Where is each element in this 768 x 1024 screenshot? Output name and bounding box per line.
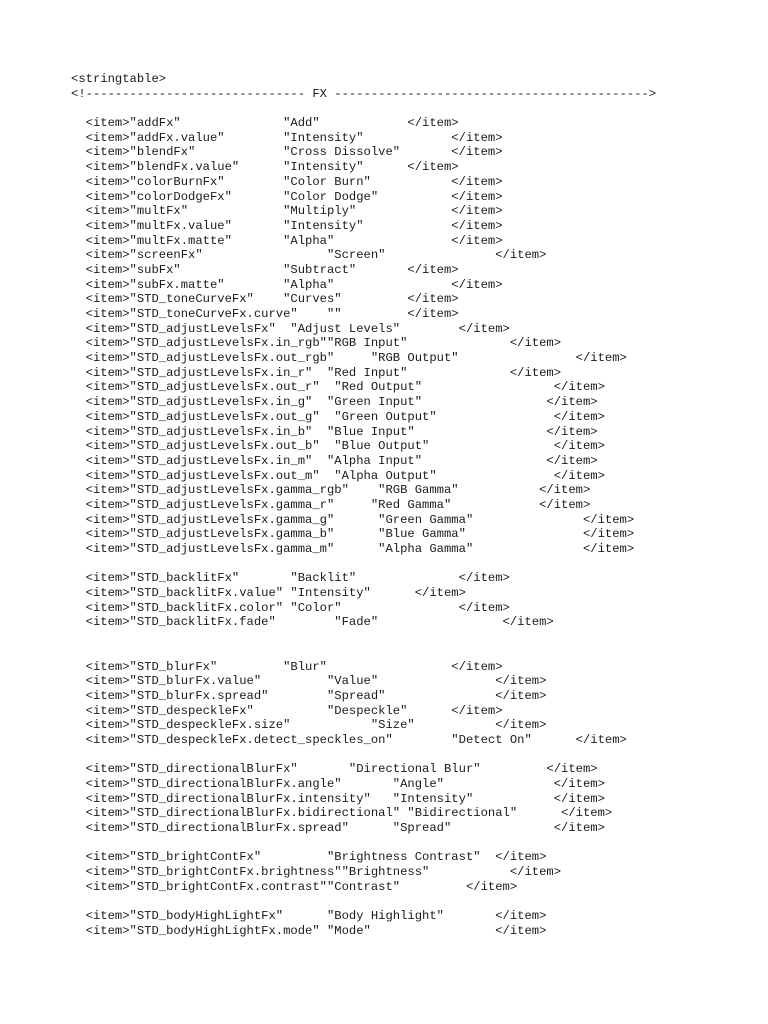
document-line: <item>"multFx" "Multiply" </item> [71, 204, 503, 219]
document-line: <item>"STD_directionalBlurFx" "Directional Blur" </item> [71, 762, 598, 777]
document-line: <item>"STD_brightContFx.contrast""Contrast" </item> [71, 879, 518, 894]
document-line: <item>"blendFx" "Cross Dissolve" </item> [71, 145, 503, 160]
document-line [71, 557, 656, 572]
document-line: <item>"STD_brightContFx.brightness""Brightness" </item> [71, 865, 562, 880]
document-line: <item>"STD_toneCurveFx" "Curves" </item> [71, 292, 459, 307]
document-line [71, 836, 656, 851]
document-line: <item>"STD_directionalBlurFx.bidirectional" "Bidirectional" </item> [71, 806, 613, 821]
document-line: <item>"STD_adjustLevelsFx.in_b" "Blue Input" </item> [71, 424, 598, 439]
document-line: <item>"STD_adjustLevelsFx.gamma_g" "Green Gamma" </item> [71, 512, 635, 527]
document-line: <item>"STD_adjustLevelsFx.out_rgb" "RGB Output" </item> [71, 351, 627, 366]
document-line [71, 101, 656, 116]
document-line: <!------------------------------ FX -------------------------------------------> [71, 86, 657, 101]
document-line: <item>"STD_bodyHighLightFx.mode" "Mode" </item> [71, 923, 547, 938]
document-line: <item>"STD_adjustLevelsFx.gamma_m" "Alpha Gamma" </item> [71, 542, 635, 556]
document-line: <item>"multFx.matte" "Alpha" </item> [71, 233, 503, 248]
document-line [71, 748, 656, 763]
document-line: <item>"colorBurnFx" "Color Burn" </item> [71, 174, 503, 189]
document-line: <item>"STD_directionalBlurFx.intensity" "Intensity" </item> [71, 791, 605, 806]
document-line: <item>"STD_blurFx" "Blur" </item> [71, 659, 503, 674]
document-line: <item>"STD_adjustLevelsFx.gamma_b" "Blue Gamma" </item> [71, 527, 635, 542]
document-line: <item>"STD_adjustLevelsFx.gamma_rgb" "RGB Gamma" </item> [71, 483, 591, 498]
document-line: <item>"STD_bodyHighLightFx" "Body Highlight" </item> [71, 909, 547, 924]
document-line: <item>"STD_adjustLevelsFx.in_g" "Green Input" </item> [71, 395, 598, 410]
document-line: <item>"STD_backlitFx.color" "Color" </item> [71, 600, 510, 615]
document-line: <item>"subFx.matte" "Alpha" </item> [71, 277, 503, 292]
document-line [71, 645, 656, 660]
document-line: <item>"colorDodgeFx" "Color Dodge" </item> [71, 189, 503, 204]
document-line: <item>"STD_adjustLevelsFx" "Adjust Levels" </item> [71, 321, 510, 336]
document-line: <item>"STD_adjustLevelsFx.out_g" "Green Output" </item> [71, 409, 605, 424]
document-line: <item>"STD_blurFx.spread" "Spread" </item> [71, 688, 547, 703]
stringtable-document [71, 72, 656, 939]
document-line: <item>"STD_backlitFx.value" "Intensity" </item> [71, 586, 466, 601]
document-line: <item>"STD_adjustLevelsFx.in_rgb""RGB Input" </item> [71, 336, 562, 351]
document-line: <item>"STD_adjustLevelsFx.in_r" "Red Input" </item> [71, 365, 562, 380]
document-line: <item>"STD_toneCurveFx.curve" "" </item> [71, 307, 459, 321]
document-line: <item>"subFx" "Subtract" </item> [71, 262, 459, 277]
document-line: <item>"STD_brightContFx" "Brightness Contrast" </item> [71, 850, 547, 865]
document-line: <item>"STD_despeckleFx" "Despeckle" </item> [71, 703, 503, 718]
document-line: <item>"STD_despeckleFx.size" "Size" </item> [71, 718, 547, 733]
document-line [71, 895, 656, 910]
document-line: <item>"addFx" "Add" </item> [71, 116, 459, 131]
document-line: <item>"STD_directionalBlurFx.angle" "Angle" </item> [71, 777, 605, 791]
document-line: <stringtable> [71, 72, 167, 86]
document-line: <item>"STD_directionalBlurFx.spread" "Spread" </item> [71, 821, 605, 836]
document-line [71, 630, 656, 645]
document-line: <item>"STD_adjustLevelsFx.out_b" "Blue Output" </item> [71, 439, 605, 454]
document-line: <item>"blendFx.value" "Intensity" </item> [71, 160, 459, 175]
document-line: <item>"addFx.value" "Intensity" </item> [71, 130, 503, 145]
document-line: <item>"STD_adjustLevelsFx.out_m" "Alpha Output" </item> [71, 468, 605, 483]
document-line: <item>"STD_blurFx.value" "Value" </item> [71, 674, 547, 689]
document-line: <item>"STD_adjustLevelsFx.out_r" "Red Output" </item> [71, 380, 605, 395]
document-line: <item>"STD_despeckleFx.detect_speckles_on" "Detect On" </item> [71, 732, 627, 747]
document-line: <item>"STD_adjustLevelsFx.gamma_r" "Red Gamma" </item> [71, 497, 591, 512]
document-line: <item>"STD_backlitFx.fade" "Fade" </item> [71, 615, 554, 630]
document-line: <item>"multFx.value" "Intensity" </item> [71, 218, 503, 233]
document-line: <item>"STD_adjustLevelsFx.in_m" "Alpha Input" </item> [71, 453, 598, 468]
document-line: <item>"screenFx" "Screen" </item> [71, 248, 547, 263]
document-line: <item>"STD_backlitFx" "Backlit" </item> [71, 571, 510, 586]
